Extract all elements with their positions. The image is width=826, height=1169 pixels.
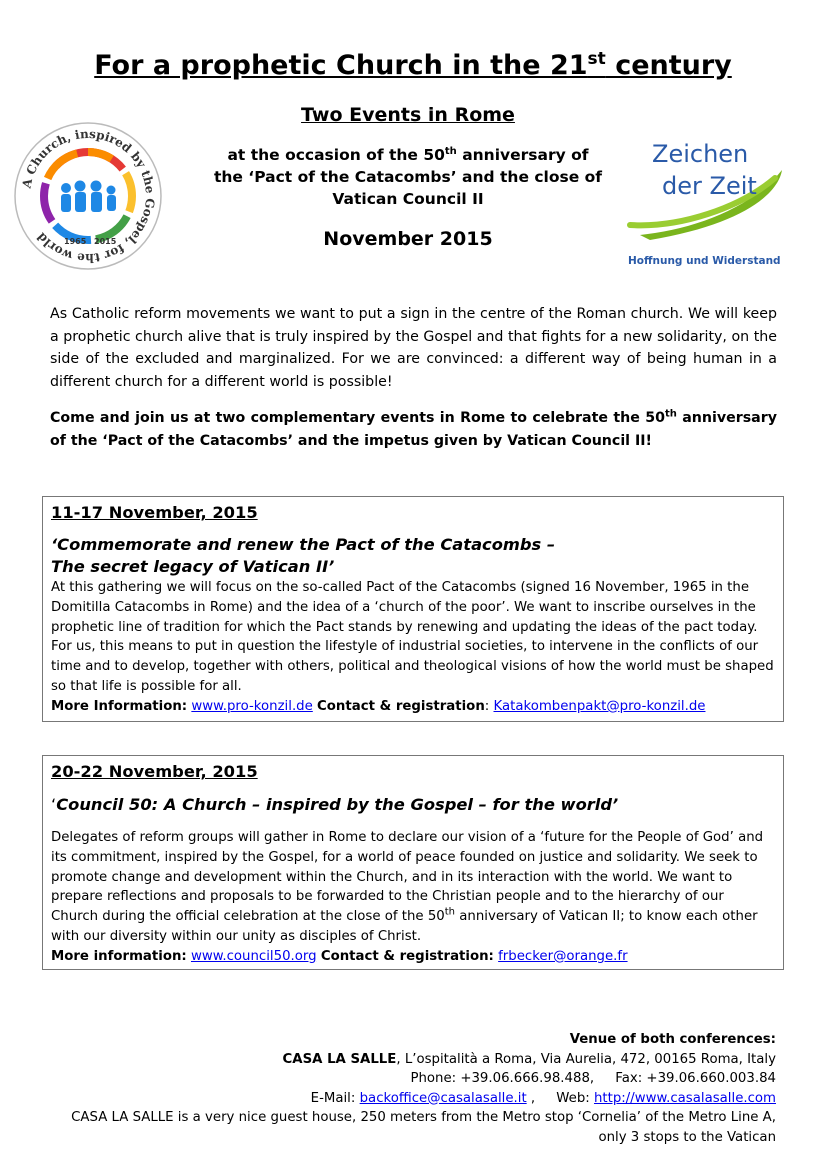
event-date: 11-17 November, 2015 — [51, 503, 258, 522]
event-description: At this gathering we will focus on the so-called Pact of the Catacombs (signed 16 November, 1965 in the Domitilla Catacombs in Rome) and the idea of a ‘church of the poor’. We want to inscribe ourselves in the prophetic line of tradition for which the Pact stands by renewing and updating the ideas of the pact today. For us, this means to put in question the lifestyle of industrial societies, to intervene in the conflicts of our time and to develop, together with others, political and theological visions of how the world must be shaped so that life is possible for all. — [51, 580, 774, 694]
email-link[interactable]: Katakombenpakt@pro-konzil.de — [493, 698, 706, 714]
invitation-paragraph: Come and join us at two complementary events in Rome to celebrate the 50th anniversary of the ‘Pact of the Catacombs’ and the impetus given by Vatican Council II! — [50, 408, 777, 449]
council50-logo — [12, 120, 164, 272]
event-box-council50 — [42, 755, 784, 970]
event-links: More information: www.council50.org Contact & registration: frbecker@orange.fr — [51, 948, 628, 964]
subtitle: Two Events in Rome — [301, 104, 515, 126]
intro-paragraph: As Catholic reform movements we want to put a sign in the centre of the Roman church. We will keep a prophetic church alive that is truly inspired by the Gospel and that fights for a new solidarity, on the side of the excluded and marginalized. For we are convinced: a different way of being human in a different church for a different world is possible! — [50, 306, 777, 390]
svg-text:2015: 2015 — [94, 237, 117, 246]
website-link[interactable]: www.pro-konzil.de — [191, 698, 313, 714]
venue-note: CASA LA SALLE is a very nice guest house, 250 meters from the Metro stop ‘Cornelia’ of the Metro Line A, only 3 stops to the Vatican — [71, 1110, 776, 1145]
event-date: 20-22 November, 2015 — [51, 762, 258, 781]
svg-text:Zeichen: Zeichen — [652, 140, 749, 168]
svg-text:A Church, inspired by the Gosp: A Church, inspired by the Gospel, for the world — [19, 126, 158, 266]
venue-info — [40, 1030, 776, 1147]
event-links: More Information: www.pro-konzil.de Contact & registration: Katakombenpakt@pro-konzil.de — [51, 698, 706, 714]
page-title: For a prophetic Church in the 21st century — [94, 49, 732, 81]
event-heading: ‘Council 50: A Church – inspired by the Gospel – for the world’ — [51, 795, 619, 814]
venue-email-link[interactable]: backoffice@casalasalle.it — [359, 1090, 527, 1106]
website-link[interactable]: www.council50.org — [190, 948, 317, 964]
event-month: November 2015 — [323, 228, 493, 250]
zeichen-der-zeit-logo — [620, 130, 790, 270]
event-description: Delegates of reform groups will gather in Rome to declare our vision of a ‘future for the People of God’ and its commitment, inspired by the Gospel, for a world of peace founded on justice and solidarity. We seek to promote change and development within the Church, and in its interaction with the world. We want to prepare reflections and proposals to be forwarded to the Christian people and to the hierarchy of our Church during the official celebration at the close of the 50th anniversary of Vatican II; to know each other with our diversity within our unity as disciples of Christ. — [51, 830, 764, 944]
venue-heading: Venue of both conferences: — [569, 1032, 776, 1047]
venue-contact: E-Mail: backoffice@casalasalle.it , Web: http://www.casalasalle.com — [310, 1090, 776, 1106]
event-box-catacombs — [42, 496, 784, 722]
venue-web-link[interactable]: http://www.casalasalle.com — [593, 1090, 776, 1106]
svg-text:Hoffnung und Widerstand: Hoffnung und Widerstand — [628, 255, 781, 267]
svg-text:der Zeit: der Zeit — [662, 172, 757, 200]
occasion-text: at the occasion of the 50th anniversary of the ‘Pact of the Catacombs’ and the close of Vatican Council II — [213, 145, 603, 208]
event-heading: ‘Commemorate and renew the Pact of the Catacombs – The secret legacy of Vatican II’ — [51, 535, 556, 576]
svg-text:1965: 1965 — [64, 237, 87, 246]
venue-address: CASA LA SALLE, L’ospitalità a Roma, Via Aurelia, 472, 00165 Roma, Italy — [282, 1051, 776, 1067]
venue-phone: Phone: +39.06.666.98.488, Fax: +39.06.660.003.84 — [410, 1071, 776, 1086]
email-link[interactable]: frbecker@orange.fr — [498, 948, 628, 964]
